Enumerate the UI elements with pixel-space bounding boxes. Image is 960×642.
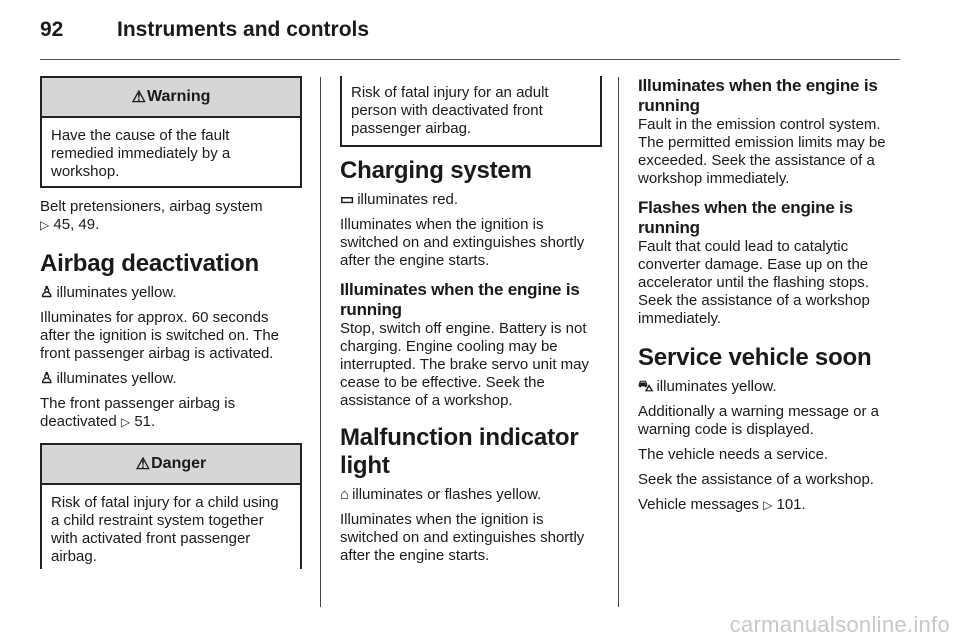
charging-running-heading: Illuminates when the engine is running (340, 280, 580, 319)
service-heading: Service vehicle soon (638, 344, 872, 371)
warning-triangle-icon: ⚠ (131, 89, 146, 106)
airbag-on-icon: ♙ (40, 284, 54, 301)
airbag-para-2 (40, 395, 302, 431)
column-divider-2 (618, 77, 619, 607)
airbag-on-line (40, 284, 302, 302)
service-para-1: Additionally a warning message or a warning code is displayed. (638, 403, 879, 438)
danger-box-header (42, 445, 300, 485)
service-line-text: illuminates yellow. (656, 378, 777, 395)
page-ref-icon: ▷ (120, 415, 131, 429)
charging-line (340, 191, 602, 209)
page-ref-icon: ▷ (40, 218, 50, 232)
airbag-heading: Airbag deactivation (40, 250, 259, 277)
danger-box-continued (340, 76, 602, 147)
warning-text: Have the cause of the fault remedied immediately by a workshop. (51, 127, 231, 180)
belt-refs-text: 45, 49. (53, 216, 100, 233)
page-number: 92 (40, 18, 64, 41)
warning-box (40, 76, 302, 188)
danger-continued-text: Risk of fatal injury for an adult person with deactivated front passenger airbag. (351, 84, 549, 137)
emission-running-heading: Illuminates when the engine is running (638, 76, 878, 115)
header-rule (40, 59, 900, 60)
mil-heading: Malfunction indicator light (340, 424, 579, 479)
page-header (40, 18, 900, 46)
flashes-heading: Flashes when the engine is running (638, 198, 853, 237)
danger-box (40, 443, 302, 569)
service-para-2: The vehicle needs a service. (638, 446, 829, 463)
danger-triangle-icon: ⚠ (135, 456, 151, 473)
charging-heading: Charging system (340, 157, 532, 184)
danger-text: Risk of fatal injury for a child using a child restraint system together with activated front passenger airbag. (51, 494, 279, 565)
engine-icon: ⌂ (340, 486, 350, 503)
warning-box-header (42, 78, 300, 118)
mil-line (340, 486, 602, 504)
airbag-para-2-text: The front passenger airbag is deactivated (40, 395, 236, 430)
battery-icon: ▭ (340, 191, 355, 208)
watermark: carmanualsonline.info (729, 612, 950, 637)
service-para-4-text: Vehicle messages (638, 496, 759, 513)
page-ref-icon: ▷ (763, 498, 773, 512)
page-title: Instruments and controls (117, 18, 370, 41)
warning-title: Warning (146, 88, 211, 105)
airbag-off-icon: ♙ (40, 370, 54, 387)
danger-title: Danger (151, 455, 207, 472)
service-para-4 (638, 496, 902, 514)
service-para-4-ref: 101. (776, 496, 806, 513)
emission-running-para: Fault in the emission control system. The permitted emission limits may be exceeded. Seek the assistance of a workshop immediately. (638, 116, 886, 187)
service-para-3: Seek the assistance of a workshop. (638, 471, 874, 488)
airbag-para-1: Illuminates for approx. 60 seconds after the ignition is switched on. The front passenger airbag is activated. (40, 309, 280, 362)
belt-text: Belt pretensioners, airbag system (40, 198, 263, 215)
flashes-para: Fault that could lead to catalytic converter damage. Ease up on the accelerator until the flashing stops. Seek the assistance of a workshop immediately. (638, 238, 870, 327)
mil-line-text: illuminates or flashes yellow. (352, 486, 542, 503)
belt-refs (40, 216, 302, 234)
airbag-off-text: illuminates yellow. (56, 370, 177, 387)
airbag-on-text: illuminates yellow. (56, 284, 177, 301)
column-1 (40, 76, 302, 569)
column-divider-1 (320, 77, 321, 607)
column-2 (340, 76, 602, 565)
service-line (638, 378, 902, 396)
mil-para: Illuminates when the ignition is switched on and extinguishes shortly after the engine starts. (340, 511, 585, 564)
airbag-off-line (40, 370, 302, 388)
airbag-para-2-ref: 51. (134, 413, 156, 430)
charging-para: Illuminates when the ignition is switched on and extinguishes shortly after the engine starts. (340, 216, 585, 269)
column-3 (638, 76, 902, 514)
charging-running-para: Stop, switch off engine. Battery is not charging. Engine cooling may be interrupted. The brake servo unit may cease to be effective. Seek the assistance of a workshop. (340, 320, 590, 409)
charging-line-text: illuminates red. (357, 191, 459, 208)
wrench-car-icon: ⛍ (638, 378, 654, 395)
